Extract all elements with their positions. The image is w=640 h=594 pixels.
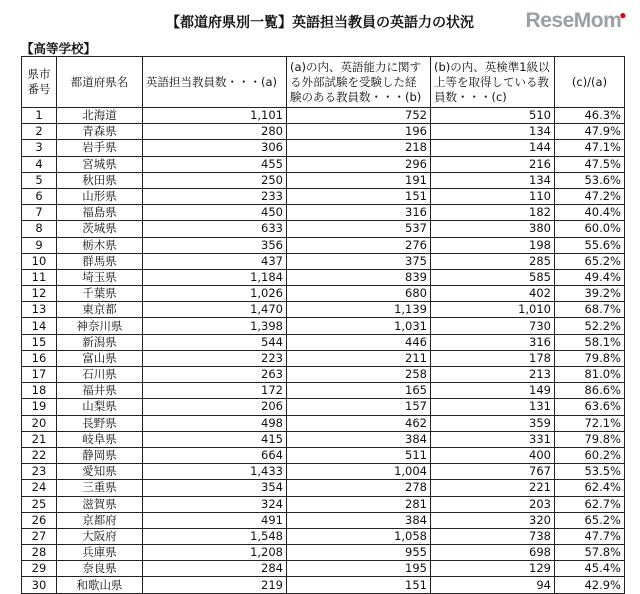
cell-c: 94 <box>431 577 555 593</box>
cell-a: 223 <box>143 350 287 366</box>
cell-c: 221 <box>431 480 555 496</box>
cell-pref: 愛知県 <box>57 464 143 480</box>
cell-c: 134 <box>431 124 555 140</box>
cell-pref: 埼玉県 <box>57 269 143 285</box>
cell-pref: 三重県 <box>57 480 143 496</box>
cell-num: 6 <box>22 188 57 204</box>
cell-b: 316 <box>287 205 431 221</box>
cell-num: 30 <box>22 577 57 593</box>
table-row <box>22 512 625 528</box>
cell-pref: 兵庫県 <box>57 545 143 561</box>
cell-pref: 東京都 <box>57 302 143 318</box>
cell-num: 12 <box>22 286 57 302</box>
cell-b: 839 <box>287 269 431 285</box>
cell-c: 216 <box>431 156 555 172</box>
cell-num: 5 <box>22 172 57 188</box>
cell-num: 20 <box>22 415 57 431</box>
cell-num: 29 <box>22 561 57 577</box>
cell-num: 28 <box>22 545 57 561</box>
table-row <box>22 286 625 302</box>
cell-b: 165 <box>287 383 431 399</box>
cell-a: 1,184 <box>143 269 287 285</box>
cell-b: 258 <box>287 367 431 383</box>
cell-c: 320 <box>431 512 555 528</box>
cell-a: 263 <box>143 367 287 383</box>
cell-num: 24 <box>22 480 57 496</box>
cell-c: 316 <box>431 334 555 350</box>
table-row <box>22 302 625 318</box>
cell-num: 14 <box>22 318 57 334</box>
cell-a: 280 <box>143 124 287 140</box>
cell-pref: 岩手県 <box>57 140 143 156</box>
cell-ratio: 47.2% <box>555 188 625 204</box>
cell-b: 196 <box>287 124 431 140</box>
cell-c: 178 <box>431 350 555 366</box>
cell-num: 10 <box>22 253 57 269</box>
table-row <box>22 269 625 285</box>
table-row <box>22 108 625 124</box>
cell-a: 1,101 <box>143 108 287 124</box>
table-row <box>22 496 625 512</box>
cell-a: 1,026 <box>143 286 287 302</box>
cell-c: 585 <box>431 269 555 285</box>
cell-pref: 北海道 <box>57 108 143 124</box>
cell-pref: 石川県 <box>57 367 143 383</box>
table-row <box>22 140 625 156</box>
cell-b: 1,139 <box>287 302 431 318</box>
cell-b: 1,004 <box>287 464 431 480</box>
table-body <box>22 108 625 594</box>
cell-pref: 福井県 <box>57 383 143 399</box>
cell-c: 738 <box>431 528 555 544</box>
cell-b: 375 <box>287 253 431 269</box>
cell-ratio: 47.1% <box>555 140 625 156</box>
cell-b: 218 <box>287 140 431 156</box>
table-row <box>22 464 625 480</box>
cell-b: 157 <box>287 399 431 415</box>
cell-c: 698 <box>431 545 555 561</box>
cell-pref: 栃木県 <box>57 237 143 253</box>
cell-a: 415 <box>143 431 287 447</box>
cell-a: 455 <box>143 156 287 172</box>
cell-b: 680 <box>287 286 431 302</box>
cell-a: 233 <box>143 188 287 204</box>
table-row <box>22 334 625 350</box>
header-b: (a)の内、英語能力に関する外部試験を受験した経験のある教員数・・・(b) <box>287 57 431 108</box>
cell-ratio: 60.2% <box>555 447 625 463</box>
cell-c: 380 <box>431 221 555 237</box>
cell-num: 16 <box>22 350 57 366</box>
cell-num: 23 <box>22 464 57 480</box>
cell-c: 203 <box>431 496 555 512</box>
table-row <box>22 253 625 269</box>
cell-a: 1,470 <box>143 302 287 318</box>
cell-b: 537 <box>287 221 431 237</box>
cell-pref: 山梨県 <box>57 399 143 415</box>
cell-pref: 富山県 <box>57 350 143 366</box>
cell-num: 21 <box>22 431 57 447</box>
cell-ratio: 42.9% <box>555 577 625 593</box>
table-row <box>22 480 625 496</box>
cell-num: 9 <box>22 237 57 253</box>
cell-b: 1,031 <box>287 318 431 334</box>
table-row <box>22 188 625 204</box>
cell-ratio: 57.8% <box>555 545 625 561</box>
cell-b: 211 <box>287 350 431 366</box>
table-row <box>22 350 625 366</box>
cell-ratio: 86.6% <box>555 383 625 399</box>
cell-ratio: 58.1% <box>555 334 625 350</box>
table-row <box>22 124 625 140</box>
logo-mark-icon: ● <box>619 8 626 22</box>
cell-ratio: 46.3% <box>555 108 625 124</box>
table-row <box>22 205 625 221</box>
table-row <box>22 545 625 561</box>
cell-b: 281 <box>287 496 431 512</box>
cell-a: 1,398 <box>143 318 287 334</box>
cell-ratio: 62.7% <box>555 496 625 512</box>
cell-c: 134 <box>431 172 555 188</box>
cell-pref: 福島県 <box>57 205 143 221</box>
cell-a: 544 <box>143 334 287 350</box>
cell-a: 664 <box>143 447 287 463</box>
cell-c: 767 <box>431 464 555 480</box>
header-c: (b)の内、英検準1級以上等を取得している教員数・・・(c) <box>431 57 555 108</box>
cell-a: 491 <box>143 512 287 528</box>
cell-c: 1,010 <box>431 302 555 318</box>
cell-b: 151 <box>287 577 431 593</box>
cell-num: 3 <box>22 140 57 156</box>
table-row <box>22 367 625 383</box>
cell-b: 195 <box>287 561 431 577</box>
cell-pref: 千葉県 <box>57 286 143 302</box>
cell-pref: 大阪府 <box>57 528 143 544</box>
cell-c: 402 <box>431 286 555 302</box>
cell-pref: 和歌山県 <box>57 577 143 593</box>
cell-b: 276 <box>287 237 431 253</box>
cell-b: 511 <box>287 447 431 463</box>
cell-num: 2 <box>22 124 57 140</box>
cell-c: 144 <box>431 140 555 156</box>
cell-b: 462 <box>287 415 431 431</box>
section-label: 【高等学校】 <box>21 41 97 56</box>
cell-a: 306 <box>143 140 287 156</box>
header-pref: 都道府県名 <box>57 57 143 108</box>
cell-pref: 青森県 <box>57 124 143 140</box>
cell-c: 213 <box>431 367 555 383</box>
cell-ratio: 65.2% <box>555 512 625 528</box>
resemom-logo <box>526 8 626 33</box>
cell-num: 1 <box>22 108 57 124</box>
table-row <box>22 415 625 431</box>
cell-c: 149 <box>431 383 555 399</box>
cell-b: 384 <box>287 512 431 528</box>
cell-c: 285 <box>431 253 555 269</box>
cell-ratio: 79.8% <box>555 431 625 447</box>
table-row <box>22 237 625 253</box>
cell-pref: 長野県 <box>57 415 143 431</box>
cell-pref: 群馬県 <box>57 253 143 269</box>
cell-a: 324 <box>143 496 287 512</box>
cell-ratio: 39.2% <box>555 286 625 302</box>
table-row <box>22 577 625 593</box>
cell-b: 446 <box>287 334 431 350</box>
cell-a: 206 <box>143 399 287 415</box>
cell-pref: 茨城県 <box>57 221 143 237</box>
cell-a: 1,548 <box>143 528 287 544</box>
cell-num: 17 <box>22 367 57 383</box>
cell-pref: 京都府 <box>57 512 143 528</box>
cell-pref: 山形県 <box>57 188 143 204</box>
cell-pref: 静岡県 <box>57 447 143 463</box>
cell-num: 26 <box>22 512 57 528</box>
cell-a: 250 <box>143 172 287 188</box>
table-row <box>22 399 625 415</box>
cell-c: 359 <box>431 415 555 431</box>
cell-num: 18 <box>22 383 57 399</box>
prefecture-table <box>21 56 625 594</box>
cell-num: 27 <box>22 528 57 544</box>
table-row <box>22 561 625 577</box>
cell-num: 13 <box>22 302 57 318</box>
cell-ratio: 40.4% <box>555 205 625 221</box>
cell-c: 110 <box>431 188 555 204</box>
cell-ratio: 45.4% <box>555 561 625 577</box>
cell-a: 450 <box>143 205 287 221</box>
cell-ratio: 53.5% <box>555 464 625 480</box>
cell-ratio: 65.2% <box>555 253 625 269</box>
cell-b: 191 <box>287 172 431 188</box>
cell-b: 296 <box>287 156 431 172</box>
cell-a: 498 <box>143 415 287 431</box>
cell-c: 331 <box>431 431 555 447</box>
cell-pref: 岐阜県 <box>57 431 143 447</box>
header-ratio: (c)/(a) <box>555 57 625 108</box>
table-row <box>22 383 625 399</box>
cell-num: 7 <box>22 205 57 221</box>
cell-ratio: 62.4% <box>555 480 625 496</box>
cell-b: 278 <box>287 480 431 496</box>
cell-ratio: 72.1% <box>555 415 625 431</box>
cell-pref: 秋田県 <box>57 172 143 188</box>
cell-a: 1,208 <box>143 545 287 561</box>
table-row <box>22 172 625 188</box>
cell-pref: 宮城県 <box>57 156 143 172</box>
cell-num: 25 <box>22 496 57 512</box>
cell-b: 752 <box>287 108 431 124</box>
cell-c: 198 <box>431 237 555 253</box>
cell-ratio: 55.6% <box>555 237 625 253</box>
cell-ratio: 49.4% <box>555 269 625 285</box>
cell-ratio: 47.7% <box>555 528 625 544</box>
cell-num: 11 <box>22 269 57 285</box>
cell-num: 4 <box>22 156 57 172</box>
cell-c: 510 <box>431 108 555 124</box>
table-row <box>22 447 625 463</box>
cell-a: 284 <box>143 561 287 577</box>
cell-a: 437 <box>143 253 287 269</box>
header-a: 英語担当教員数・・・(a) <box>143 57 287 108</box>
cell-num: 22 <box>22 447 57 463</box>
cell-c: 730 <box>431 318 555 334</box>
cell-ratio: 47.9% <box>555 124 625 140</box>
cell-b: 384 <box>287 431 431 447</box>
table-row <box>22 431 625 447</box>
cell-pref: 滋賀県 <box>57 496 143 512</box>
cell-a: 1,433 <box>143 464 287 480</box>
table-row <box>22 221 625 237</box>
cell-b: 151 <box>287 188 431 204</box>
cell-b: 1,058 <box>287 528 431 544</box>
logo-text: ReseMom <box>525 9 622 32</box>
cell-ratio: 81.0% <box>555 367 625 383</box>
table-header-row <box>22 57 625 108</box>
cell-num: 15 <box>22 334 57 350</box>
cell-ratio: 63.6% <box>555 399 625 415</box>
cell-a: 633 <box>143 221 287 237</box>
cell-pref: 神奈川県 <box>57 318 143 334</box>
cell-num: 19 <box>22 399 57 415</box>
cell-ratio: 68.7% <box>555 302 625 318</box>
table-row <box>22 528 625 544</box>
header-num: 県市番号 <box>22 57 57 108</box>
cell-ratio: 52.2% <box>555 318 625 334</box>
table-row <box>22 156 625 172</box>
cell-num: 8 <box>22 221 57 237</box>
cell-ratio: 47.5% <box>555 156 625 172</box>
document-title: 【都道府県別一覧】英語担当教員の英語力の状況 <box>166 15 474 31</box>
cell-ratio: 60.0% <box>555 221 625 237</box>
cell-a: 172 <box>143 383 287 399</box>
cell-a: 354 <box>143 480 287 496</box>
cell-a: 219 <box>143 577 287 593</box>
cell-b: 955 <box>287 545 431 561</box>
cell-c: 129 <box>431 561 555 577</box>
cell-a: 356 <box>143 237 287 253</box>
cell-c: 400 <box>431 447 555 463</box>
cell-pref: 新潟県 <box>57 334 143 350</box>
cell-ratio: 79.8% <box>555 350 625 366</box>
cell-ratio: 53.6% <box>555 172 625 188</box>
cell-pref: 奈良県 <box>57 561 143 577</box>
cell-c: 131 <box>431 399 555 415</box>
table-row <box>22 318 625 334</box>
cell-c: 182 <box>431 205 555 221</box>
